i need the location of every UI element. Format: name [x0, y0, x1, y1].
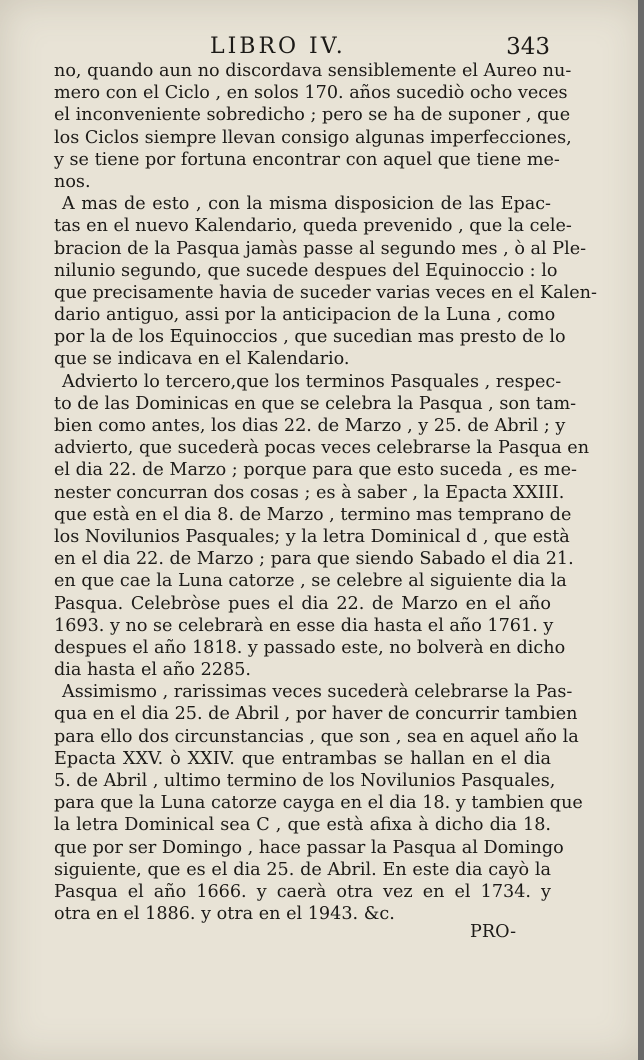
text-line: para ello dos circunstancias , que son , sea en aquel año la	[54, 726, 579, 747]
text-line: bien como antes, los dias 22. de Marzo , y 25. de Abril ; y	[54, 416, 566, 436]
text-line: para que la Luna catorze cayga en el dia 18. y tambien que	[54, 793, 583, 814]
text-line: dario antiguo, assi por la anticipacion de la Luna , como	[54, 305, 556, 326]
text-line: 1693. y no se celebrarà en esse dia hasta el año 1761. y	[54, 615, 554, 636]
text-line: despues el año 1818. y passado este, no bolverà en dicho	[54, 637, 566, 658]
text-line: mero con el Ciclo , en solos 170. años sucediò ocho veces	[54, 83, 568, 104]
text-line: nester concurran dos cosas ; es à saber , la Epacta XXIII.	[54, 482, 565, 503]
text-line: otra en el 1886. y otra en el 1943. &c.	[54, 904, 395, 925]
catchword: PRO-	[470, 922, 517, 942]
text-line: nilunio segundo, que sucede despues del Equinoccio : lo	[54, 260, 558, 281]
text-line: que precisamente havia de suceder varias veces en el Kalen-	[54, 282, 597, 303]
text-line: en que cae la Luna catorze , se celebre al siguiente dia la	[54, 571, 567, 592]
text-line: advierto, que sucederà pocas veces celebrarse la Pasqua en	[54, 438, 590, 459]
text-line: nos.	[54, 171, 91, 192]
text-line: qua en el dia 25. de Abril , por haver de concurrir tambien	[54, 704, 578, 725]
text-line: los Ciclos siempre llevan consigo algunas imperfecciones,	[54, 127, 572, 148]
paragraph	[54, 681, 583, 925]
text-line: dia hasta el año 2285.	[54, 660, 251, 681]
text-line: 5. de Abril , ultimo termino de los Novilunios Pasquales,	[54, 771, 556, 791]
text-line: que està en el dia 8. de Marzo , termino mas temprano de	[54, 504, 572, 525]
text-line: y se tiene por fortuna encontrar con aquel que tiene me-	[54, 149, 560, 170]
text-line: en el dia 22. de Marzo ; para que siendo Sabado el dia 21.	[54, 549, 574, 570]
text-line: siguiente, que es el dia 25. de Abril. En este dia cayò la	[54, 859, 551, 880]
text-line: to de las Dominicas en que se celebra la Pasqua , son tam-	[54, 393, 577, 414]
text-line: el dia 22. de Marzo ; porque para que esto suceda , es me-	[54, 460, 577, 481]
text-line: por la de los Equinoccios , que sucedian mas presto de lo	[54, 327, 566, 348]
page-number: 343	[506, 34, 550, 60]
text-line: tas en el nuevo Kalendario, queda prevenido , que la cele-	[54, 216, 572, 237]
running-title: LIBRO IV.	[210, 34, 346, 59]
text-line: bracion de la Pasqua jamàs passe al segundo mes , ò al Ple-	[54, 238, 587, 259]
text-line: el inconveniente sobredicho ; pero se ha de suponer , que	[54, 105, 571, 126]
text-line: Epacta XXV. ò XXIV. que entrambas se hallan en el dia	[54, 748, 551, 769]
body-text	[54, 60, 597, 925]
text-line: la letra Dominical sea C , que està afixa à dicho dia 18.	[54, 815, 551, 836]
text-line: Advierto lo tercero,que los terminos Pasquales , respec-	[62, 371, 562, 392]
text-line: no, quando aun no discordava sensiblemente el Aureo nu-	[54, 61, 572, 81]
text-line: Pasqua. Celebròse pues el dia 22. de Marzo en el año	[54, 593, 551, 614]
paragraph	[54, 193, 597, 371]
text-line: los Novilunios Pasquales; y la letra Dominical d , que està	[54, 526, 570, 547]
text-line: Pasqua el año 1666. y caerà otra vez en el 1734. y	[54, 881, 551, 902]
paragraph	[54, 60, 572, 193]
paragraph	[54, 371, 590, 682]
text-line: A mas de esto , con la misma disposicion de las Epac-	[62, 194, 551, 215]
text-line: Assimismo , rarissimas veces sucederà celebrarse la Pas-	[62, 682, 573, 703]
text-line: que se indicava en el Kalendario.	[54, 349, 350, 370]
page-edge	[638, 0, 644, 1060]
text-line: que por ser Domingo , hace passar la Pasqua al Domingo	[54, 837, 564, 858]
